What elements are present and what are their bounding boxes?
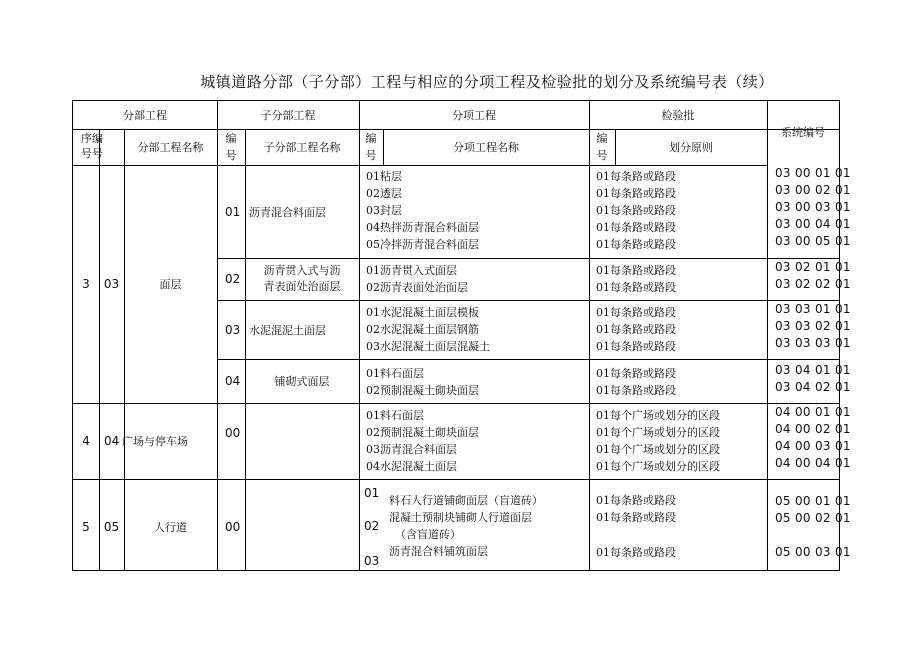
item-row: 02预制混凝土砌块面层 — [366, 426, 479, 439]
batch-row: 01每条路或路段 — [596, 306, 676, 319]
group-name: 人行道 — [154, 521, 187, 534]
batch-list — [596, 492, 676, 526]
group-name: 广场与停车场 — [122, 435, 188, 448]
batch-row: 01每条路或路段 — [596, 323, 676, 336]
item-no: 01 — [364, 486, 380, 500]
item-row: 03沥青混合料面层 — [366, 443, 457, 456]
item-row: 01粘层 — [366, 170, 402, 183]
code-list — [775, 301, 851, 352]
header-batch-no-1: 编 — [596, 132, 608, 145]
sub-name-line2: 青表面处治面层 — [263, 280, 341, 293]
group-code: 03 — [103, 277, 120, 291]
header-sub-no-1: 编 — [225, 132, 237, 145]
code-row: 03 03 01 01 — [775, 302, 851, 316]
item-row: 02沥青表面处治面层 — [366, 281, 468, 294]
header-seq-line1: 序编 — [81, 132, 103, 145]
item-list — [366, 262, 468, 296]
item-row: 沥青混合料铺筑面层 — [389, 545, 488, 558]
code-row: 03 02 01 01 — [775, 260, 851, 274]
item-list — [366, 304, 490, 355]
item-row: 04热拌沥青混合料面层 — [366, 221, 479, 234]
header-batch-no-2: 号 — [596, 149, 608, 162]
header-seq-line2: 号号 — [81, 147, 103, 160]
header-batch-rule: 划分原则 — [669, 141, 713, 154]
batch-row: 01每条路或路段 — [596, 281, 676, 294]
sub-name: 沥青混合料面层 — [249, 206, 326, 219]
batch-row: 01每条路或路段 — [596, 367, 676, 380]
batch-row: 01每个广场或划分的区段 — [596, 426, 720, 439]
header-item-name: 分项工程名称 — [453, 141, 519, 154]
item-list — [366, 168, 479, 253]
sub-no: 04 — [225, 374, 241, 388]
group-code: 04 — [104, 434, 120, 448]
header-sub-name: 子分部工程名称 — [263, 141, 341, 154]
batch-list — [596, 304, 676, 355]
code-row: 04 00 04 01 — [775, 456, 851, 470]
batch-list — [596, 168, 676, 253]
code-row: 04 00 03 01 — [775, 439, 851, 453]
batch-list — [596, 407, 720, 475]
item-row: 03封层 — [366, 204, 402, 217]
batch-row: 01每条路或路段 — [596, 384, 676, 397]
group-name: 面层 — [159, 278, 182, 291]
header-sub-no-2: 号 — [225, 149, 237, 162]
header-item: 分项工程 — [452, 109, 496, 122]
batch-row: 01每条路或路段 — [596, 187, 676, 200]
item-row: 料石人行道铺砌面层（盲道砖） — [389, 494, 543, 507]
batch-row: 01每条路或路段 — [596, 494, 676, 507]
batch-row: 01每条路或路段 — [596, 546, 676, 559]
item-row: 01沥青贯入式面层 — [366, 264, 457, 277]
group-code: 05 — [103, 520, 120, 534]
header-system-code: 系统编号 — [781, 126, 825, 139]
code-row: 05 00 01 01 — [775, 494, 851, 508]
item-row: （含盲道砖） — [395, 528, 461, 541]
sub-no: 02 — [225, 272, 241, 286]
header-division: 分部工程 — [123, 109, 167, 122]
code-row: 03 00 04 01 — [775, 217, 851, 231]
group-seq: 3 — [82, 277, 90, 291]
batch-row: 01每条路或路段 — [596, 238, 676, 251]
code-table — [72, 100, 851, 571]
item-row: 01料石面层 — [366, 409, 424, 422]
code-row: 05 00 02 01 — [775, 511, 851, 525]
batch-row: 01每条路或路段 — [596, 204, 676, 217]
batch-row: 01每个广场或划分的区段 — [596, 443, 720, 456]
code-list — [775, 165, 851, 250]
code-row: 03 03 03 01 — [775, 336, 851, 350]
item-row: 混凝土预制块铺砌人行道面层 — [389, 511, 532, 524]
item-no: 03 — [364, 554, 380, 568]
item-row: 04水泥混凝土面层 — [366, 460, 457, 473]
code-row: 04 00 02 01 — [775, 422, 851, 436]
batch-row: 01每个广场或划分的区段 — [596, 409, 720, 422]
sub-no: 00 — [225, 520, 241, 534]
sub-name-line1: 沥青贯入式与沥 — [263, 264, 341, 277]
code-row: 05 00 03 01 — [775, 545, 851, 559]
batch-list — [596, 262, 676, 296]
header-batch: 检验批 — [661, 109, 695, 122]
code-row: 03 00 03 01 — [775, 200, 851, 214]
item-row: 02预制混凝土砌块面层 — [366, 384, 479, 397]
code-row: 04 00 01 01 — [775, 405, 851, 419]
item-row: 02水泥混凝土面层钢筋 — [366, 323, 479, 336]
item-list — [366, 407, 479, 475]
item-row: 01水泥混凝土面层模板 — [366, 306, 479, 319]
code-row: 03 00 02 01 — [775, 183, 851, 197]
item-list — [389, 492, 543, 560]
item-row: 05冷拌沥青混合料面层 — [366, 238, 479, 251]
code-row: 03 04 01 01 — [775, 363, 851, 377]
code-row: 03 03 02 01 — [775, 319, 851, 333]
sub-name: 铺砌式面层 — [274, 375, 330, 388]
code-list — [775, 404, 851, 472]
item-row: 02透层 — [366, 187, 402, 200]
header-item-no-2: 号 — [365, 149, 377, 162]
header-subdivision: 子分部工程 — [260, 109, 316, 122]
batch-row: 01每条路或路段 — [596, 170, 676, 183]
code-list — [775, 493, 851, 527]
item-no: 02 — [364, 519, 380, 533]
code-list — [775, 362, 851, 396]
batch-row: 01每条路或路段 — [596, 264, 676, 277]
sub-no: 03 — [225, 323, 241, 337]
group-seq: 5 — [82, 520, 90, 534]
code-row: 03 00 01 01 — [775, 166, 851, 180]
batch-row: 01每条路或路段 — [596, 221, 676, 234]
item-list — [366, 365, 479, 399]
page-title: 城镇道路分部（子分部）工程与相应的分项工程及检验批的划分及系统编号表（续） — [200, 73, 774, 91]
sub-no: 01 — [225, 205, 241, 219]
code-row: 03 00 05 01 — [775, 234, 851, 248]
code-list — [775, 259, 851, 293]
item-row: 03水泥混凝土面层混凝土 — [366, 340, 490, 353]
batch-list — [596, 365, 676, 399]
header-item-no-1: 编 — [365, 132, 377, 145]
batch-row: 01每条路或路段 — [596, 511, 676, 524]
code-row: 03 02 02 01 — [775, 277, 851, 291]
batch-row: 01每条路或路段 — [596, 340, 676, 353]
sub-name: 水泥混泥土面层 — [249, 324, 326, 337]
batch-row: 01每个广场或划分的区段 — [596, 460, 720, 473]
item-row: 01料石面层 — [366, 367, 424, 380]
code-row: 03 04 02 01 — [775, 380, 851, 394]
sub-no: 00 — [225, 426, 241, 440]
group-seq: 4 — [82, 434, 90, 448]
header-division-name: 分部工程名称 — [137, 141, 204, 154]
